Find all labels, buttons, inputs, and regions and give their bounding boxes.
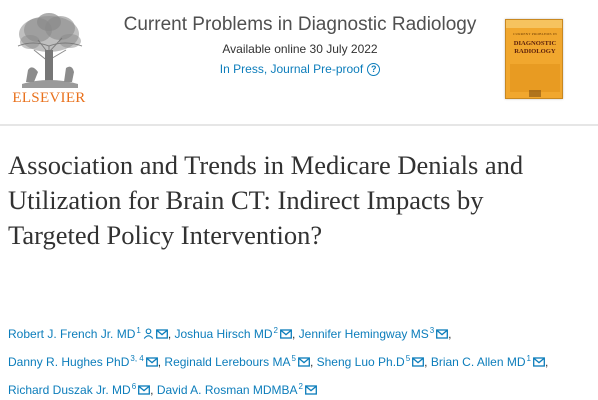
status-label: In Press, Journal Pre-proof (219, 62, 364, 76)
cover-small-text: CURRENT PROBLEMS IN (513, 32, 557, 36)
author-separator: , (150, 383, 157, 397)
author-affiliation-number: 2 (273, 326, 278, 335)
author-name: Richard Duszak Jr. MD (8, 383, 131, 397)
cover-top-band (506, 20, 562, 28)
author-separator: , (544, 355, 549, 369)
journal-title-link[interactable]: Current Problems in Diagnostic Radiology (123, 14, 477, 35)
author-separator: , (448, 327, 452, 341)
author-affiliation-number: 6 (131, 382, 137, 391)
author-affiliation-number: 5 (405, 354, 411, 363)
cover-publisher-mark (529, 90, 541, 97)
author-name: David A. Rosman MDMBA (156, 383, 298, 397)
author-separator: , (424, 355, 431, 369)
author-list (8, 319, 593, 400)
envelope-icon (146, 352, 158, 375)
journal-cover-image[interactable] (505, 19, 563, 99)
header-divider (0, 124, 598, 126)
author-link[interactable] (164, 355, 310, 369)
author-link[interactable] (157, 383, 317, 397)
envelope-icon (533, 352, 545, 375)
author-link[interactable] (8, 355, 158, 369)
author-name: Reginald Lerebours MA (164, 355, 291, 369)
author-name: Jennifer Hemingway MS (298, 327, 429, 341)
author-affiliation-number: 1 (136, 326, 141, 335)
elsevier-tree-icon (8, 10, 90, 90)
article-header (0, 0, 598, 125)
envelope-icon (305, 380, 317, 400)
envelope-icon (156, 324, 168, 347)
envelope-icon (280, 324, 292, 347)
journal-status-link[interactable] (220, 62, 380, 76)
author-link[interactable] (298, 326, 452, 341)
author-name: Robert J. French Jr. MD (8, 327, 136, 341)
cover-title: DIAGNOSTIC RADIOLOGY (513, 40, 557, 55)
author-link[interactable] (431, 355, 545, 369)
person-icon (143, 324, 154, 347)
author-affiliation-number: 2 (298, 382, 303, 391)
author-separator: , (309, 355, 317, 369)
author-separator: , (291, 327, 299, 341)
author-name: Joshua Hirsch MD (174, 327, 273, 341)
author-affiliation-number: 5 (291, 354, 296, 363)
author-link[interactable] (8, 383, 150, 397)
author-affiliation-number: 1 (526, 354, 531, 363)
author-affiliation-number: 3, 4 (130, 354, 144, 363)
author-name: Danny R. Hughes PhD (8, 355, 130, 369)
author-separator: , (167, 327, 175, 341)
elsevier-logo[interactable] (8, 10, 90, 110)
author-separator: , (157, 355, 165, 369)
help-circle-icon[interactable]: ? (367, 63, 380, 76)
author-link[interactable] (8, 327, 168, 341)
author-name: Brian C. Allen MD (430, 355, 526, 369)
author-link[interactable] (317, 355, 425, 369)
envelope-icon (138, 380, 150, 400)
envelope-icon (412, 352, 424, 375)
availability-date: Available online 30 July 2022 (222, 42, 378, 56)
journal-info (120, 12, 480, 78)
envelope-icon (298, 352, 310, 375)
author-link[interactable] (175, 327, 292, 341)
author-affiliation-number: 3 (429, 326, 435, 335)
article-title: Association and Trends in Medicare Denials and Utilization for Brain CT: Indirect Impacts by Targeted Policy Intervention? (8, 150, 524, 250)
elsevier-wordmark: ELSEVIER (12, 90, 86, 106)
cover-band (510, 64, 560, 92)
envelope-icon (436, 324, 448, 347)
author-name: Sheng Luo Ph.D (316, 355, 405, 369)
